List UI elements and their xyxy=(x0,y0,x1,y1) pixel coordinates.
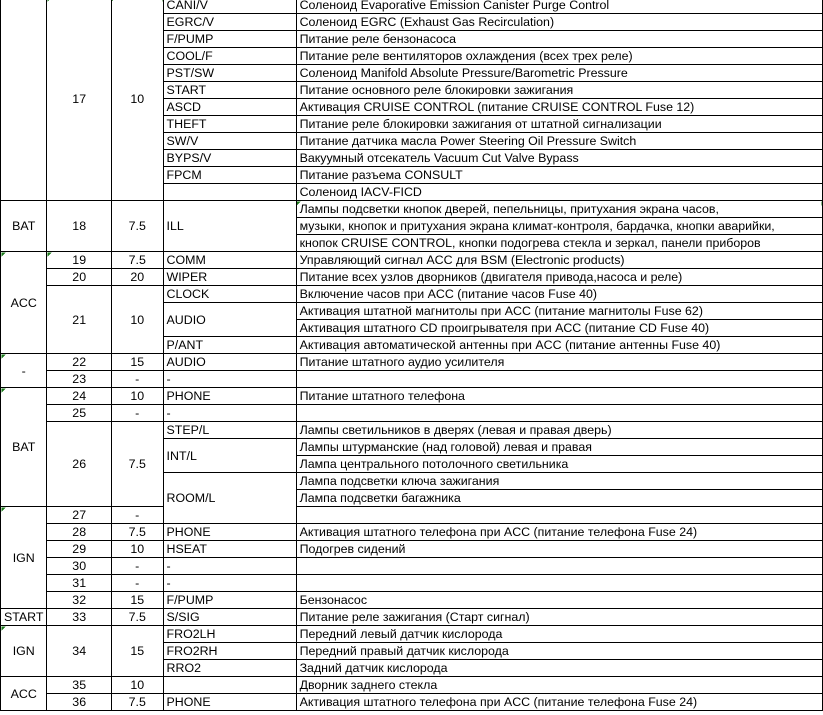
description-cell: Соленоид EGRC (Exhaust Gas Recirculation) xyxy=(296,14,822,31)
signal-cell: PHONE xyxy=(163,694,296,711)
fuse-number-cell: 24 xyxy=(47,388,111,405)
fuse-number-cell: 34 xyxy=(47,626,111,677)
amperage-cell: 10 xyxy=(111,388,163,405)
table-row xyxy=(1,371,823,388)
table-row xyxy=(1,558,823,575)
description-cell: Активация штатного телефона при ACC (питание телефона Fuse 24) xyxy=(296,524,822,541)
description-cell: Лампы подсветки кнопок дверей, пепельницы, притухания экрана часов, xyxy=(296,201,822,218)
fuse-number-cell: 25 xyxy=(47,405,111,422)
fuse-number-cell: 36 xyxy=(47,694,111,711)
description-cell: Дворник заднего стекла xyxy=(296,677,822,694)
fuse-number-cell: 28 xyxy=(47,524,111,541)
description-cell: Передний левый датчик кислорода xyxy=(296,626,822,643)
signal-cell: F/PUMP xyxy=(163,592,296,609)
group-cell: IGN xyxy=(1,626,47,677)
amperage-cell: - xyxy=(111,371,163,388)
group-cell: ACC xyxy=(1,677,47,711)
fuse-number-cell: 23 xyxy=(47,371,111,388)
group-cell: - xyxy=(1,354,47,388)
description-cell: Питание реле зажигания (Старт сигнал) xyxy=(296,609,822,626)
amperage-cell: - xyxy=(111,575,163,592)
table-row xyxy=(1,609,823,626)
signal-cell: INT/L xyxy=(163,439,296,473)
table-row xyxy=(1,388,823,405)
signal-cell: - xyxy=(163,405,296,422)
amperage-cell: 15 xyxy=(111,354,163,371)
fuse-number-cell: 19 xyxy=(47,252,111,269)
signal-cell: EGRC/V xyxy=(163,14,296,31)
description-cell: Лампа центрального потолочного светильника xyxy=(296,456,822,473)
description-cell: Передний правый датчик кислорода xyxy=(296,643,822,660)
amperage-cell: 7.5 xyxy=(111,422,163,507)
description-cell: Лампа подсветки багажника xyxy=(296,490,822,507)
signal-cell: - xyxy=(163,371,296,388)
description-cell: Соленоид Manifold Absolute Pressure/Barometric Pressure xyxy=(296,65,822,82)
fuse-number-cell: 35 xyxy=(47,677,111,694)
fuse-number-cell: 17 xyxy=(47,0,111,201)
signal-cell: PHONE xyxy=(163,388,296,405)
amperage-cell: 10 xyxy=(111,286,163,354)
signal-cell: P/ANT xyxy=(163,337,296,354)
description-cell: Питание разъема CONSULT xyxy=(296,167,822,184)
description-cell xyxy=(296,405,822,422)
group-cell: BAT xyxy=(1,201,47,252)
description-cell: Питание реле бензонасоса xyxy=(296,31,822,48)
signal-cell: CANI/V xyxy=(163,0,296,14)
table-row xyxy=(1,405,823,422)
table-row xyxy=(1,694,823,711)
signal-cell: BYPS/V xyxy=(163,150,296,167)
fuse-number-cell: 32 xyxy=(47,592,111,609)
amperage-cell: 7.5 xyxy=(111,609,163,626)
signal-cell: RRO2 xyxy=(163,660,296,677)
description-cell: Питание всех узлов дворников (двигателя привода,насоса и реле) xyxy=(296,269,822,286)
amperage-cell: 7.5 xyxy=(111,201,163,252)
table-row xyxy=(1,286,823,303)
description-cell: музыки, кнопок и притухания экрана климат-контроля, бардачка, кнопки аварийки, xyxy=(296,218,822,235)
signal-cell: PHONE xyxy=(163,524,296,541)
table-row xyxy=(1,677,823,694)
signal-cell: STEP/L xyxy=(163,422,296,439)
amperage-cell: 20 xyxy=(111,269,163,286)
signal-cell: F/PUMP xyxy=(163,31,296,48)
table-row xyxy=(1,575,823,592)
description-cell: Активация штатного телефона при ACC (питание телефона Fuse 24) xyxy=(296,694,822,711)
group-cell: START xyxy=(1,609,47,626)
signal-cell: ILL xyxy=(163,201,296,252)
description-cell xyxy=(296,575,822,592)
table-row xyxy=(1,507,823,524)
description-cell: Соленоид IACV-FICD xyxy=(296,184,822,201)
signal-cell: SW/V xyxy=(163,133,296,150)
amperage-cell: - xyxy=(111,558,163,575)
signal-cell: THEFT xyxy=(163,116,296,133)
description-cell: Вакуумный отсекатель Vacuum Cut Valve Bypass xyxy=(296,150,822,167)
signal-cell: PST/SW xyxy=(163,65,296,82)
table-row xyxy=(1,354,823,371)
description-cell: Лампы светильников в дверях (левая и правая дверь) xyxy=(296,422,822,439)
signal-cell: ROOM/L xyxy=(163,473,296,524)
amperage-cell: 7.5 xyxy=(111,524,163,541)
description-cell: Бензонасос xyxy=(296,592,822,609)
signal-cell: WIPER xyxy=(163,269,296,286)
description-cell: Питание штатного аудио усилителя xyxy=(296,354,822,371)
signal-cell: FRO2RH xyxy=(163,643,296,660)
group-cell: ACC xyxy=(1,252,47,354)
signal-cell: COMM xyxy=(163,252,296,269)
description-cell: Соленоид Evaporative Emission Canister Purge Control xyxy=(296,0,822,14)
signal-cell: ASCD xyxy=(163,99,296,116)
description-cell: Питание основного реле блокировки зажигания xyxy=(296,82,822,99)
description-cell: Питание штатного телефона xyxy=(296,388,822,405)
description-cell xyxy=(296,371,822,388)
description-cell: Питание реле вентиляторов охлаждения (всех трех реле) xyxy=(296,48,822,65)
fuse-number-cell: 21 xyxy=(47,286,111,354)
signal-cell: - xyxy=(163,575,296,592)
signal-cell: AUDIO xyxy=(163,354,296,371)
table-row xyxy=(1,252,823,269)
description-cell: Активация CRUISE CONTROL (питание CRUISE CONTROL Fuse 12) xyxy=(296,99,822,116)
amperage-cell: 10 xyxy=(111,677,163,694)
description-cell: Активация автоматической антенны при ACC (питание антенны Fuse 40) xyxy=(296,337,822,354)
fuse-number-cell: 26 xyxy=(47,422,111,507)
description-cell: Питание реле блокировки зажигания от штатной сигнализации xyxy=(296,116,822,133)
fuse-number-cell: 30 xyxy=(47,558,111,575)
description-cell: Активация штатной магнитолы при ACC (питание магнитолы Fuse 62) xyxy=(296,303,822,320)
description-cell xyxy=(296,507,822,524)
description-cell: Задний датчик кислорода xyxy=(296,660,822,677)
signal-cell: S/SIG xyxy=(163,609,296,626)
amperage-cell: 10 xyxy=(111,0,163,201)
fuse-number-cell: 29 xyxy=(47,541,111,558)
fuse-number-cell: 18 xyxy=(47,201,111,252)
fuse-table-body xyxy=(1,0,823,711)
amperage-cell: 15 xyxy=(111,626,163,677)
group-cell: BAT xyxy=(1,388,47,507)
description-cell: Питание датчика масла Power Steering Oil Pressure Switch xyxy=(296,133,822,150)
signal-cell: - xyxy=(163,558,296,575)
signal-cell xyxy=(163,184,296,201)
fuse-number-cell: 20 xyxy=(47,269,111,286)
group-cell: IGN xyxy=(1,507,47,609)
signal-cell: FPCM xyxy=(163,167,296,184)
description-cell: Лампы штурманские (над головой) левая и правая xyxy=(296,439,822,456)
table-row xyxy=(1,524,823,541)
fuse-number-cell: 22 xyxy=(47,354,111,371)
amperage-cell: 7.5 xyxy=(111,252,163,269)
table-row xyxy=(1,626,823,643)
signal-cell: FRO2LH xyxy=(163,626,296,643)
table-row xyxy=(1,0,823,14)
table-row xyxy=(1,201,823,218)
signal-cell: HSEAT xyxy=(163,541,296,558)
description-cell: Активация штатного CD проигрывателя при ACC (питание CD Fuse 40) xyxy=(296,320,822,337)
description-cell: кнопок CRUISE CONTROL, кнопки подогрева стекла и зеркал, панели приборов xyxy=(296,235,822,252)
signal-cell: COOL/F xyxy=(163,48,296,65)
table-row xyxy=(1,422,823,439)
group-cell xyxy=(1,0,47,201)
signal-cell: CLOCK xyxy=(163,286,296,303)
description-cell: Подогрев сидений xyxy=(296,541,822,558)
fuse-number-cell: 33 xyxy=(47,609,111,626)
amperage-cell: - xyxy=(111,405,163,422)
fuse-number-cell: 27 xyxy=(47,507,111,524)
amperage-cell: 15 xyxy=(111,592,163,609)
table-row xyxy=(1,269,823,286)
amperage-cell: 10 xyxy=(111,541,163,558)
fuse-number-cell: 31 xyxy=(47,575,111,592)
signal-cell: AUDIO xyxy=(163,303,296,337)
description-cell: Управляющий сигнал ACC для BSM (Electronic products) xyxy=(296,252,822,269)
amperage-cell: 7.5 xyxy=(111,694,163,711)
amperage-cell: - xyxy=(111,507,163,524)
signal-cell xyxy=(163,677,296,694)
table-row xyxy=(1,592,823,609)
description-cell: Включение часов при ACC (питание часов Fuse 40) xyxy=(296,286,822,303)
signal-cell: START xyxy=(163,82,296,99)
table-row xyxy=(1,541,823,558)
description-cell xyxy=(296,558,822,575)
description-cell: Лампа подсветки ключа зажигания xyxy=(296,473,822,490)
